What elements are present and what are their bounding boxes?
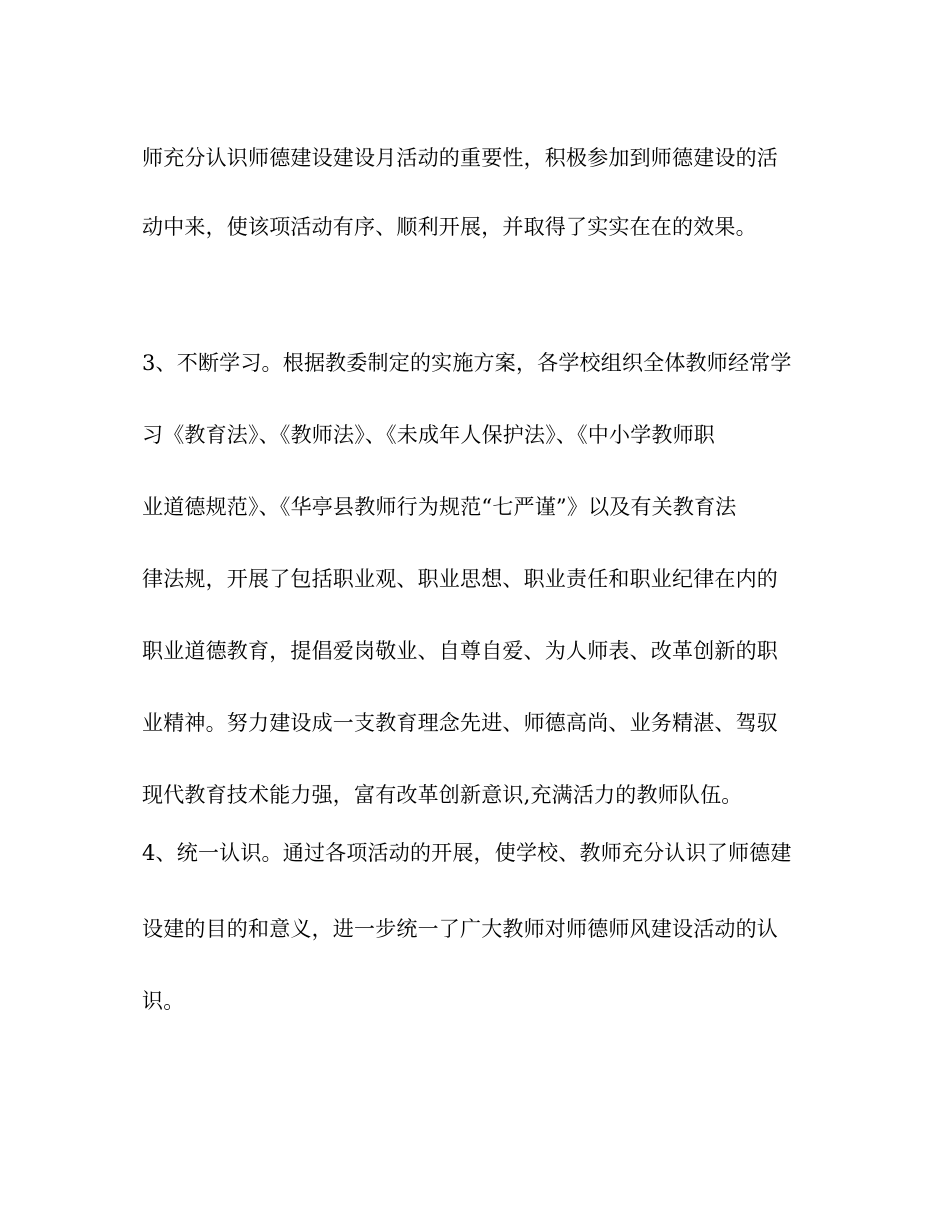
text-line: 识。 [142,989,185,1013]
text-line: 律法规，开展了包括职业观、职业思想、职业责任和职业纪律在内的 [142,567,778,591]
text-line: 3、不断学习。根据教委制定的实施方案，各学校组织全体教师经常学 [142,351,792,375]
text-line: 职业道德教育，提倡爱岗敬业、自尊自爱、为人师表、改革创新的职 [142,639,778,663]
text-line: 业道德规范》、《华亭县教师行为规范“七严谨”》以及有关教育法 [142,495,737,519]
text-line: 业精神。努力建设成一支教育理念先进、师德高尚、业务精湛、驾驭 [142,711,778,735]
text-line: 设建的目的和意义，进一步统一了广大教师对师德师风建设活动的认 [142,917,778,941]
text-line: 现代教育技术能力强，富有改革创新意识,充满活力的教师队伍。 [142,783,743,807]
text-line: 4、统一认识。通过各项活动的开展，使学校、教师充分认识了师德建 [142,841,792,865]
text-line: 习《教育法》、《教师法》、《未成年人保护法》、《中小学教师职 [142,423,715,447]
text-line: 动中来，使该项活动有序、顺利开展，并取得了实实在在的效果。 [142,215,757,239]
text-line: 师充分认识师德建设建设月活动的重要性，积极参加到师德建设的活 [142,146,778,170]
